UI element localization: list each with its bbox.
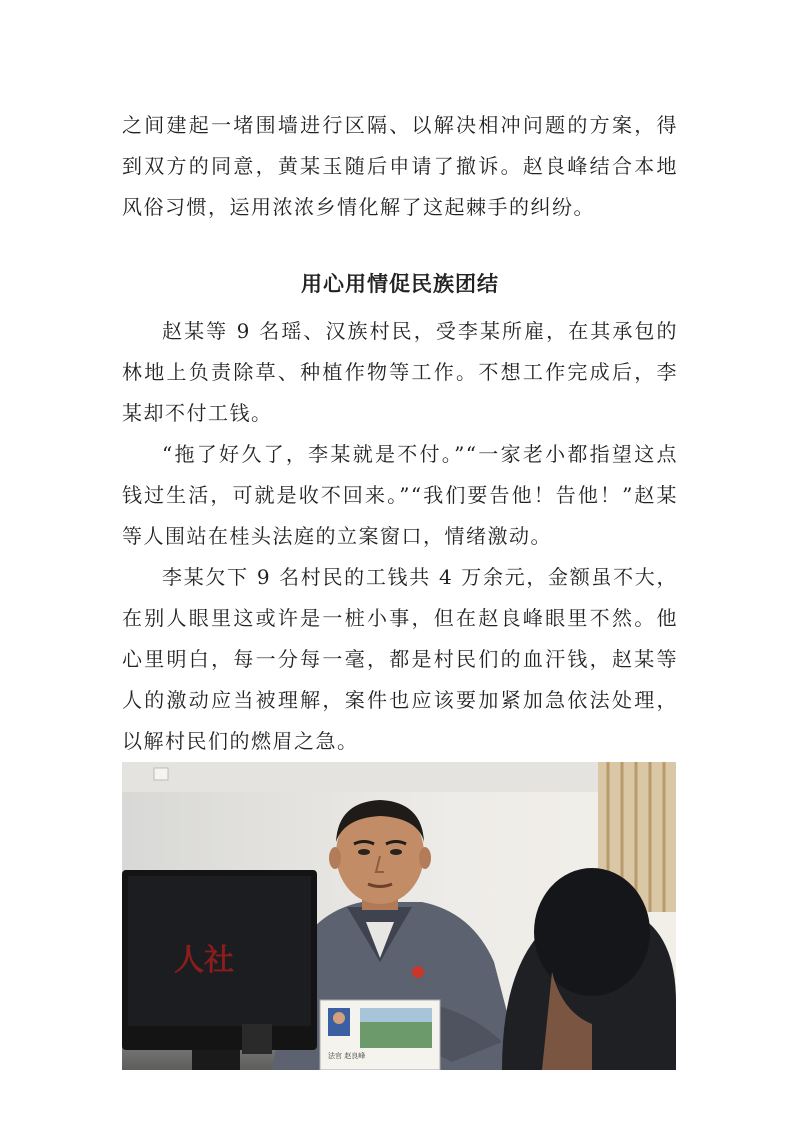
paragraph-2: “拖了好久了，李某就是不付。”“一家老小都指望这点钱过生活，可就是收不回来。”“我们要告他！告他！”赵某等人围站在桂头法庭的立案窗口，情绪激动。 bbox=[122, 442, 678, 548]
paragraph-1: 赵某等 9 名瑶、汉族村民，受李某所雇，在其承包的林地上负责除草、种植作物等工作。不想工作完成后，李某却不付工钱。 bbox=[122, 319, 678, 425]
placard-text: 法官 赵良峰 bbox=[328, 1052, 366, 1060]
monitor-text: 人社 bbox=[174, 943, 234, 978]
section-heading: 用心用情促民族团结 bbox=[301, 272, 499, 296]
photo-illustration bbox=[122, 762, 676, 1070]
paragraph-intro: 之间建起一堵围墙进行区隔、以解决相冲问题的方案，得到双方的同意，黄某玉随后申请了撤诉。赵良峰结合本地风俗习惯，运用浓浓乡情化解了这起棘手的纠纷。 bbox=[122, 113, 678, 219]
paragraph-3: 李某欠下 9 名村民的工钱共 4 万余元，金额虽不大，在别人眼里这或许是一桩小事，但在赵良峰眼里不然。他心里明白，每一分每一毫，都是村民们的血汗钱，赵某等人的激动应当被理解，案件也应该要加紧加急依法处理，以解村民们的燃眉之急。 bbox=[122, 565, 678, 753]
photo-judge-at-desk bbox=[122, 762, 676, 1070]
